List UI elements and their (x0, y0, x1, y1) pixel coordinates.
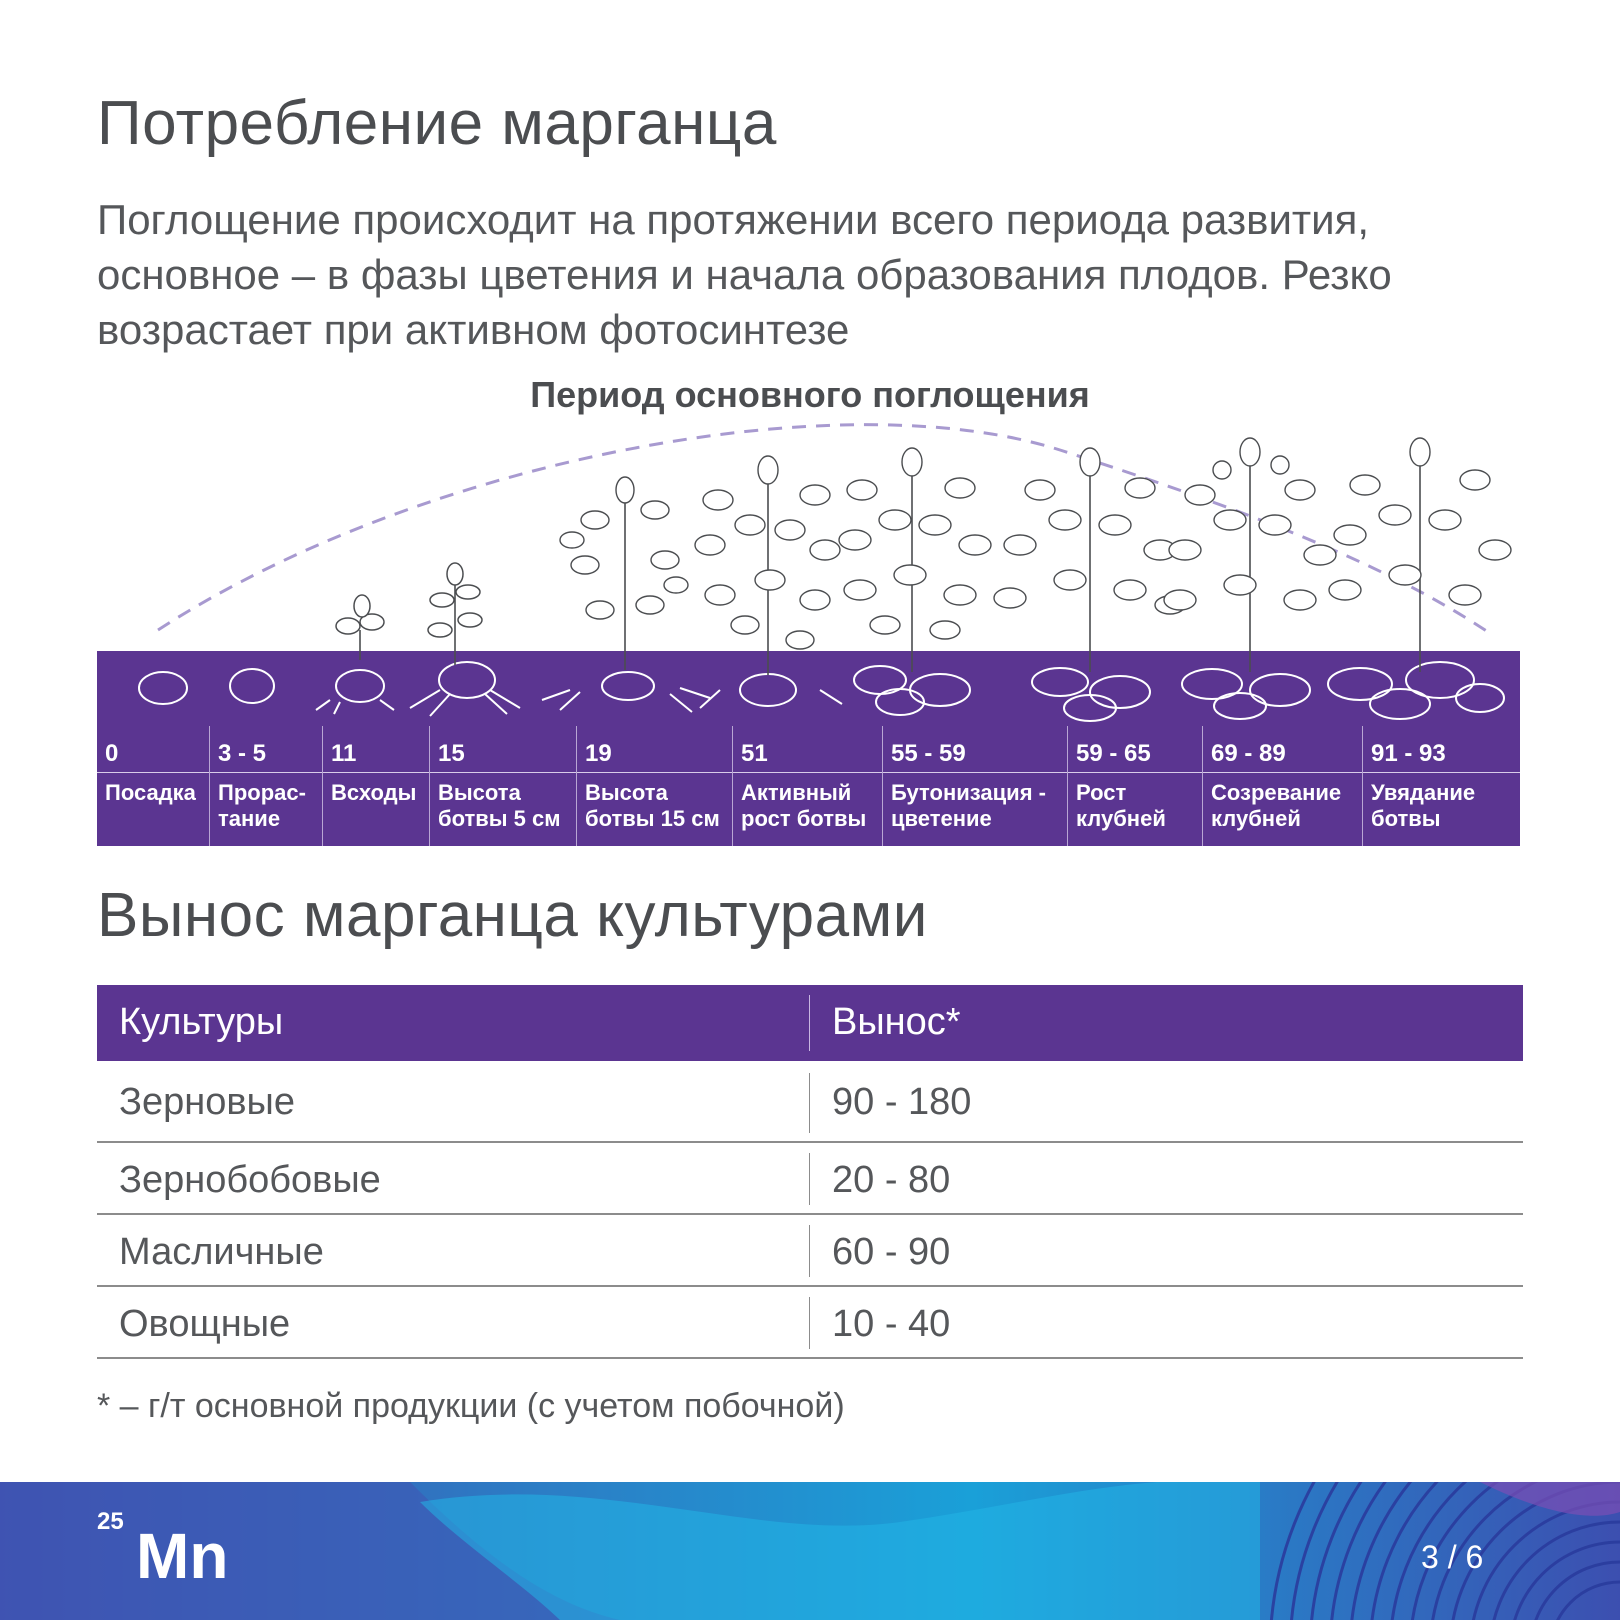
column-separator (809, 1073, 810, 1133)
stage-day: 51 (741, 740, 768, 767)
stage-item (576, 726, 732, 846)
stage-day: 11 (331, 740, 357, 767)
period-title: Период основного поглощения (530, 374, 1090, 415)
stage-name: Бутонизация - цветение (891, 780, 1046, 831)
page-indicator: 3 / 6 (1421, 1539, 1484, 1575)
footer-banner (0, 1482, 1620, 1620)
value-cell: 60 - 90 (832, 1231, 951, 1273)
stage-name: Созревание клубней (1211, 780, 1342, 831)
stage-name: Прорас- тание (218, 780, 306, 831)
header-value: Вынос* (832, 1001, 961, 1043)
column-separator (809, 995, 810, 1051)
crop-cell: Зерновые (119, 1081, 295, 1123)
stage-list (97, 726, 1520, 846)
column-separator (809, 1225, 810, 1277)
stage-item (732, 726, 882, 846)
stage-day: 91 - 93 (1371, 740, 1446, 767)
stage-day: 55 - 59 (891, 740, 966, 767)
stage-item (322, 726, 429, 846)
value-cell: 90 - 180 (832, 1081, 972, 1123)
stage-item (209, 726, 322, 846)
stage-day: 59 - 65 (1076, 740, 1151, 767)
stage-item (1202, 726, 1362, 846)
stage-name: Высота ботвы 15 см (585, 780, 720, 831)
footnote: * – г/т основной продукции (с учетом побочной) (97, 1387, 845, 1425)
stage-name: Активный рост ботвы (741, 780, 867, 831)
table-row (97, 1143, 1523, 1215)
value-cell: 20 - 80 (832, 1159, 951, 1201)
stage-day: 15 (438, 740, 465, 767)
footer-wave-decoration (0, 1482, 1620, 1620)
stage-name: Рост клубней (1076, 780, 1166, 831)
stage-item (1067, 726, 1202, 846)
stage-day: 0 (105, 740, 119, 767)
stage-day: 19 (585, 740, 612, 767)
crop-cell: Масличные (119, 1231, 324, 1273)
table-row (97, 1215, 1523, 1287)
removal-table (97, 985, 1523, 1359)
stage-item (97, 726, 209, 846)
table-row (97, 1061, 1523, 1143)
column-separator (809, 1297, 810, 1349)
table-row (97, 1287, 1523, 1359)
atomic-number: 25 (97, 1508, 124, 1535)
crop-cell: Зернобобовые (119, 1159, 381, 1201)
table-header (97, 985, 1523, 1061)
stage-item (429, 726, 576, 846)
value-cell: 10 - 40 (832, 1303, 951, 1345)
stage-item (1362, 726, 1520, 846)
stage-name: Увядание ботвы (1371, 780, 1476, 831)
header-crop: Культуры (119, 1001, 284, 1043)
page-title: Потребление марганца (97, 89, 777, 158)
section-title: Вынос марганца культурами (97, 881, 928, 950)
stage-item (882, 726, 1067, 846)
stage-day: 3 - 5 (218, 740, 267, 767)
column-separator (809, 1153, 810, 1205)
stage-name: Всходы (331, 780, 417, 805)
lead-paragraph: Поглощение происходит на протяжении всего периода развития, основное – в фазы цветения и начала образования плодов. Резко возрастает при активном фотосинтезе (97, 196, 1392, 353)
element-symbol: Mn (136, 1520, 229, 1592)
crop-cell: Овощные (119, 1303, 291, 1345)
stage-name: Высота ботвы 5 см (438, 780, 561, 831)
stage-name: Посадка (105, 780, 196, 805)
stage-day: 69 - 89 (1211, 740, 1286, 767)
